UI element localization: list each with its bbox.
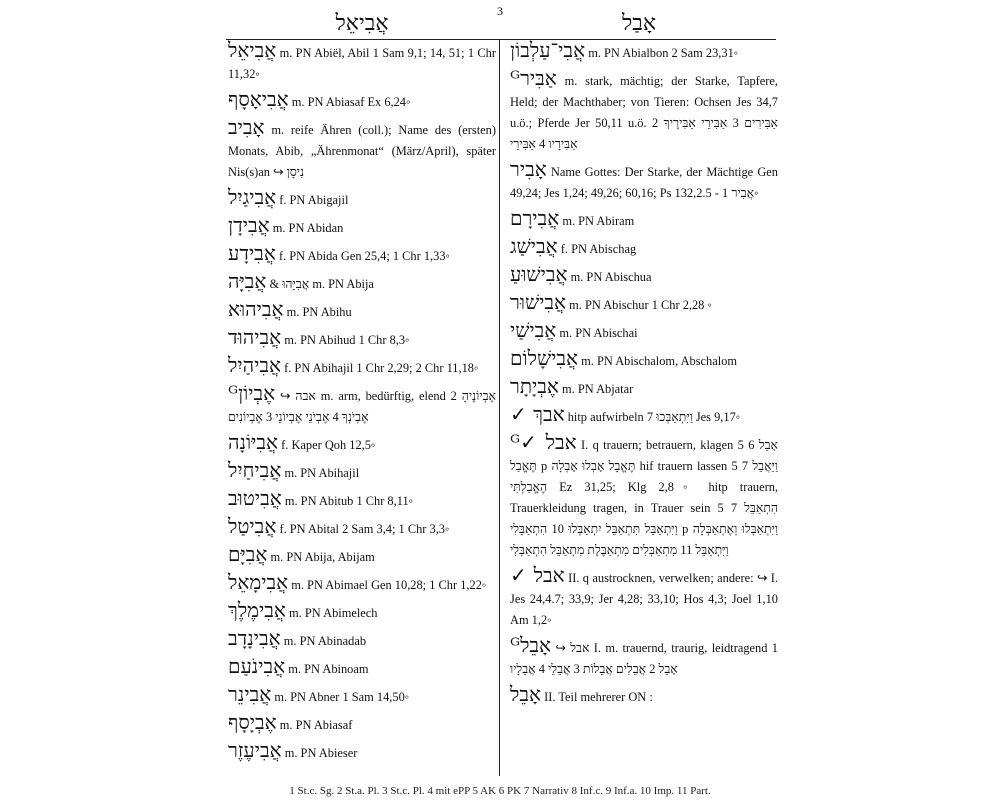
dictionary-entry [510,565,778,631]
entry-gloss: f. PN Abida Gen 25,4; 1 Chr 1,33◦ [278,249,450,263]
entry-headword: אָבֵלᴳ [510,633,552,657]
entry-gloss: II. Teil mehrerer ON : [544,690,653,704]
entry-headword: אֲבִיאֵל [228,38,277,62]
dictionary-entry [510,208,778,232]
entry-gloss: m. PN Abiël, Abil 1 Sam 9,1; 14, 51; 1 Chr 11,32◦ [228,46,496,81]
left-column [228,40,496,768]
dictionary-entry [510,320,778,344]
entry-gloss: ↪ אבה m. arm, bedürftig, elend 2 אֶבְיוֹנֶיהָ אֶבְיֹנְךָ 4 אֶבְיֹנֵי אֶבְיוֹנֵי 3 אֶבְיוֹנִים [228,389,496,424]
entry-gloss: f. PN Abihajil 1 Chr 2,29; 2 Chr 11,18◦ [284,361,479,375]
dictionary-entry [228,628,496,652]
entry-headword: אֲבִיטַל [228,514,277,538]
entry-gloss: m. PN Abiasaf [279,718,353,732]
entry-gloss: m. PN Abihud 1 Chr 8,3◦ [284,333,410,347]
dictionary-entry [510,264,778,288]
dictionary-entry [510,348,778,372]
entry-gloss: Name Gottes: Der Starke, der Mächtige Gen 49,24; Jes 1,24; 49,26; 60,16; Ps 132,2.5 - 1 אֲבִיר◦ [510,165,778,200]
dictionary-entry [510,404,778,428]
entry-gloss: m. PN Abihu [286,305,352,319]
entry-gloss: m. PN Abidan [272,221,344,235]
entry-headword: אֲבִינָדָב [228,626,281,650]
dictionary-entry [228,460,496,484]
entry-headword: אֲבִיּוֹנָה [228,430,279,454]
entry-headword: אֲבִינֵר [228,682,272,706]
entry-headword: אֲבִיעֶזֶר [228,738,282,762]
dictionary-entry [228,432,496,456]
entry-headword: אַבִּירᴳ [510,66,557,90]
entry-headword: אֲבִימֶלֶךְ [228,598,286,622]
entry-gloss: m. PN Abimael Gen 10,28; 1 Chr 1,22◦ [291,578,487,592]
entry-headword: אָבִיב [228,115,265,139]
dictionary-entry [510,432,778,561]
dictionary-entry [228,271,496,295]
entry-gloss: m. PN Abihajil [284,466,360,480]
dictionary-entry [228,383,496,428]
entry-gloss: m. PN Abischai [559,326,638,340]
dictionary-entry [228,544,496,568]
entry-gloss: m. PN Abieser [284,746,358,760]
entry-gloss: m. PN Abischua [570,270,652,284]
entry-headword: אֶבְיָתָר [510,374,559,398]
dictionary-entry [228,600,496,624]
entry-headword: אֲבִי־עַלְבוֹן [510,38,586,62]
entry-headword: אבל ✓ [510,563,565,587]
dictionary-entry [510,159,778,204]
dictionary-entry [228,712,496,736]
entry-gloss: m. PN Abischur 1 Chr 2,28 ◦ [569,298,712,312]
entry-gloss: m. PN Abija, Abijam [270,550,375,564]
entry-gloss: I. q trauern; betrauern, klagen 5 אָבַל 6 תֶּאֱבַל p תֶּאֱבָל אָבְלוּ אָבְלָה hif trauern lassen 5 וַיַּאֲבֵל 7 הֶאֱבַלְתִּי Ez 31,25; Klg 2,8◦ hitp trauern, Trauerkleidung tragen, in Trauer sein 5 הִתְאַבֵּל 7 וַיִּתְאַבֵּל תִּתְאַבֵּל יִתְאַבְּלוּ 10 הִתְאַבָּלִי p וַיִּתְאַבְּלוּ וְאֶתְאַבְּלָה וַיִּתְאַבֵּל 11 מִתְאַבְּלִים מִתְאַבֶּלֶת מִתְאַבֵּל הִתְאַבְּלִי [510,438,779,557]
entry-gloss: m. PN Abinadab [283,634,367,648]
entry-gloss: f. PN Abischag [560,242,637,256]
column-divider [499,39,500,776]
dictionary-entry [228,117,496,183]
entry-headword: אֲבִיהוּא [228,297,284,321]
entry-headword: אֲבִישַׁי [510,318,557,342]
entry-gloss: m. PN Abialbon 2 Sam 23,31◦ [588,46,739,60]
entry-gloss: m. PN Abitub 1 Chr 8,11◦ [284,494,414,508]
dictionary-entry [510,635,778,680]
entry-gloss: m. PN Abiram [562,214,635,228]
entry-headword: אֲבִישָׁלוֹם [510,346,578,370]
dictionary-entry [510,376,778,400]
right-column [510,40,778,712]
entry-gloss: & אֲבִיָּהוּ m. PN Abija [269,277,374,291]
dictionary-entry [228,187,496,211]
entry-headword: אֲבִידָן [228,213,270,237]
dictionary-entry [228,740,496,764]
entry-headword: אֲבִידָע [228,241,276,265]
dictionary-entry [228,215,496,239]
dictionary-entry [510,68,778,155]
entry-gloss: f. Kaper Qoh 12,5◦ [281,438,376,452]
page-number: 3 [497,4,503,18]
dictionary-entry [510,40,778,64]
entry-headword: אֲבִיהַיִל [228,353,281,377]
entry-gloss: II. q austrocknen, verwelken; andere: ↪ I. Jes 24,4.7; 33,9; Jer 4,28; 33,10; Hos 4,3; Joel 1,10 Am 1,2◦ [510,571,778,627]
dictionary-entry [228,327,496,351]
entry-headword: אֲבִיאָסָף [228,87,289,111]
entry-gloss: m. PN Abner 1 Sam 14,50◦ [274,690,410,704]
entry-gloss: m. PN Abischalom, Abschalom [581,354,738,368]
dictionary-entry [228,684,496,708]
entry-headword: אָבִיר [510,157,547,181]
entry-gloss: m. PN Abimelech [289,606,378,620]
entry-gloss: ↪ אבל I. m. trauernd, traurig, leidtragend 1 אָבֵל 2 אֲבֵלִים אֲבֵלוֹת 3 אֲבֵלֵי 4 אֲבֵלָיו [510,641,778,676]
entry-headword: אֲבִיחַיִל [228,458,282,482]
dictionary-entry [228,488,496,512]
entry-headword: אבל ✓ᴳ [510,430,577,454]
dictionary-entry [228,243,496,267]
entry-headword: אֲבִינֹעַם [228,654,286,678]
entry-headword: אֲבִיָּה [228,269,267,293]
entry-gloss: m. PN Abinoam [288,662,369,676]
dictionary-entry [228,40,496,85]
entry-gloss: m. stark, mächtig; der Starke, Tapfere, Held; der Machthaber; von Tieren: Ochsen Jes 34,7 u.ö.; Pferde Jer 50,11 u.ö. 2 אַבִּירִים 3 אַבִּירֵי אַבִּירֶיךָ אַבִּירָיו 4 אַבִּירֵי [510,74,778,151]
entry-headword: אֲבִיטוּב [228,486,282,510]
entry-headword: אבךְ ✓ [510,402,565,426]
entry-headword: אָבֵל [510,682,541,706]
entry-gloss: m. PN Abjatar [562,382,634,396]
entry-gloss: hitp aufwirbeln 7 וַיִּתְאַבְּכוּ Jes 9,17◦ [567,410,741,424]
abbreviation-legend: 1 St.c. Sg. 2 St.a. Pl. 3 St.c. Pl. 4 mit ePP 5 AK 6 PK 7 Narrativ 8 Inf.c. 9 Inf.a. 10 Imp. 11 Part. [289,785,711,797]
left-column-heading: אֲבִיאֵל [335,11,389,36]
entry-headword: אֲבִימָאֵל [228,570,289,594]
dictionary-entry [228,355,496,379]
entry-headword: אֲבִיָּם [228,542,268,566]
dictionary-entry [510,236,778,260]
dictionary-entry [228,89,496,113]
dictionary-entry [510,292,778,316]
entry-gloss: f. PN Abigajil [279,193,349,207]
entry-headword: אֲבִישׁוּר [510,290,566,314]
entry-headword: אֶבְיָסָף [228,710,277,734]
entry-headword: אֲבִיהוּד [228,325,282,349]
entry-headword: אֲבִיגַיִל [228,185,277,209]
entry-headword: אֶבְיוֹןᴳ [228,381,276,405]
entry-gloss: m. PN Abiasaf Ex 6,24◦ [291,95,411,109]
dictionary-entry [228,516,496,540]
entry-gloss: f. PN Abital 2 Sam 3,4; 1 Chr 3,3◦ [279,522,450,536]
entry-headword: אֲבִישׁוּעַ [510,262,568,286]
dictionary-entry [228,572,496,596]
entry-headword: אֲבִישַׁג [510,234,558,258]
right-column-heading: אָבַל [621,11,657,36]
dictionary-entry [228,299,496,323]
dictionary-entry [510,684,778,708]
entry-gloss: m. reife Ähren (coll.); Name des (ersten) Monats, Abib, „Ährenmonat“ (März/April), später Nis(s)an ↪ נִיסָן [228,123,496,179]
dictionary-entry [228,656,496,680]
entry-headword: אֲבִירָם [510,206,560,230]
